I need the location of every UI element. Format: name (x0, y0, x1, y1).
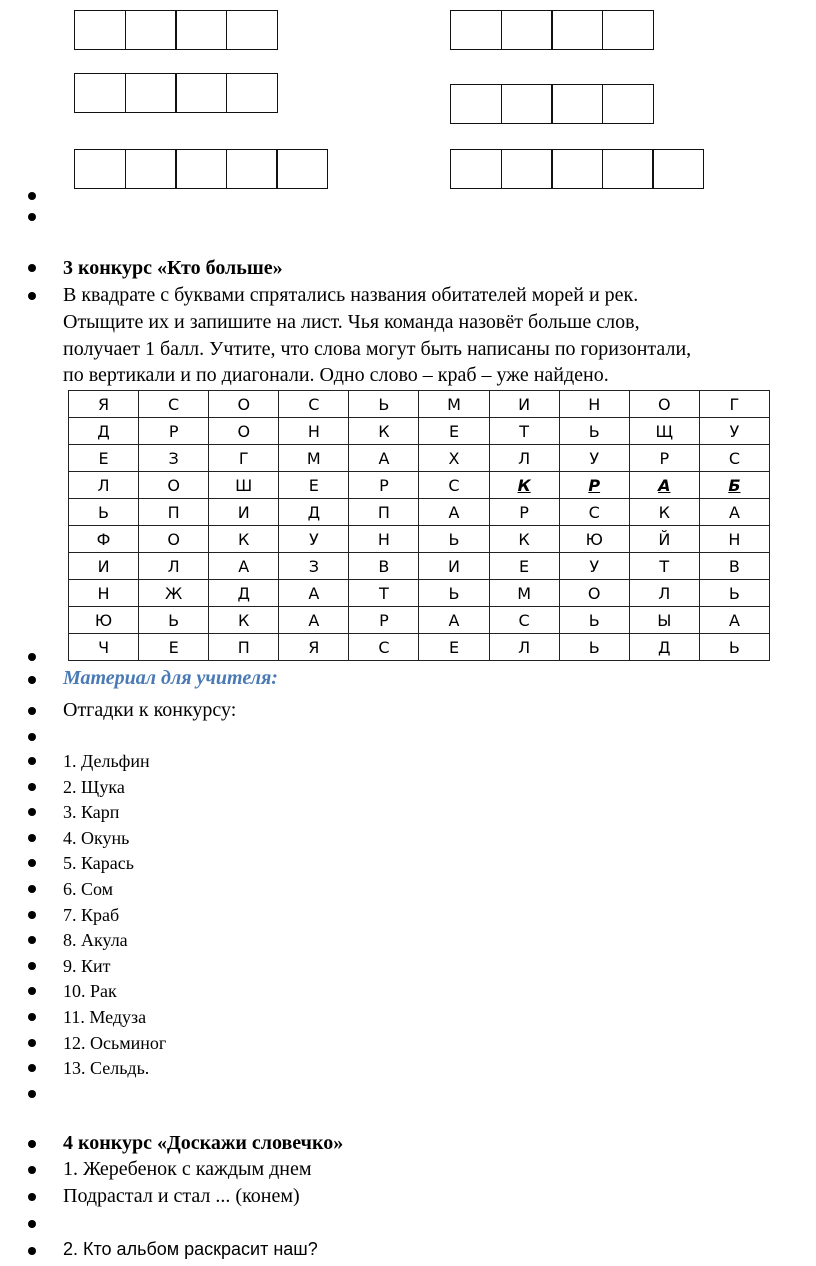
bullet-marker (28, 987, 36, 995)
bullet-marker (28, 676, 36, 684)
grid-cell: Н (699, 526, 769, 553)
grid-row (69, 499, 770, 526)
grid-cell: И (69, 553, 139, 580)
grid-cell: С (489, 607, 559, 634)
grid-cell: Ь (419, 526, 489, 553)
grid-row (69, 553, 770, 580)
answer-item: 4. Окунь (63, 827, 130, 848)
grid-cell: К (629, 499, 699, 526)
grid-row (69, 580, 770, 607)
grid-cell: А (629, 472, 699, 499)
grid-cell: З (279, 553, 349, 580)
grid-cell: Е (419, 418, 489, 445)
grid-row (69, 526, 770, 553)
grid-cell: Т (629, 553, 699, 580)
answer-item: 10. Рак (63, 981, 117, 1002)
bullet-marker (28, 1140, 36, 1148)
grid-cell: Т (489, 418, 559, 445)
grid-cell: Я (69, 391, 139, 418)
answer-item: 3. Карп (63, 802, 120, 823)
grid-cell: К (489, 472, 559, 499)
answer-item: 2. Щука (63, 776, 125, 797)
grid-cell: П (349, 499, 419, 526)
grid-cell: Р (349, 472, 419, 499)
grid-cell: Х (419, 445, 489, 472)
grid-cell: А (699, 499, 769, 526)
answer-item: 9. Кит (63, 955, 111, 976)
grid-row (69, 391, 770, 418)
answer-item: 11. Медуза (63, 1007, 147, 1027)
grid-cell: М (419, 391, 489, 418)
grid-cell: О (559, 580, 629, 607)
grid-cell: Ь (559, 634, 629, 661)
grid-cell: Д (629, 634, 699, 661)
grid-cell: Р (139, 418, 209, 445)
grid-row (69, 472, 770, 499)
grid-cell: К (489, 526, 559, 553)
grid-row (69, 418, 770, 445)
grid-cell: С (279, 391, 349, 418)
grid-cell: Ю (69, 607, 139, 634)
bullet-marker (28, 834, 36, 842)
bullet-marker (28, 808, 36, 816)
riddle1-line2: Подрастал и стал ... (конем) (63, 1185, 300, 1207)
answer-boxes-5 (74, 149, 328, 189)
grid-cell: Ч (69, 634, 139, 661)
grid-cell: У (559, 553, 629, 580)
grid-cell: П (139, 499, 209, 526)
bullet-marker (28, 1039, 36, 1047)
grid-cell: С (699, 445, 769, 472)
answer-boxes-3 (74, 73, 278, 113)
answer-boxes-4 (450, 84, 654, 124)
answer-item: 5. Карась (63, 853, 134, 874)
answer-boxes-6 (450, 149, 704, 189)
grid-cell: У (699, 418, 769, 445)
grid-cell: Ь (559, 418, 629, 445)
letter-grid (68, 390, 770, 661)
answer-item: 1. Дельфин (63, 751, 150, 771)
grid-cell: Д (279, 499, 349, 526)
teacher-material-heading: Материал для учителя: (63, 667, 278, 689)
grid-cell: А (419, 499, 489, 526)
grid-cell: Н (69, 580, 139, 607)
contest4-title: 4 конкурс «Доскажи словечко» (63, 1132, 344, 1154)
bullet-marker (28, 264, 36, 272)
bullet-marker (28, 885, 36, 893)
grid-cell: А (279, 607, 349, 634)
bullet-marker (28, 192, 36, 200)
answer-item: 12. Осьминог (63, 1032, 167, 1053)
grid-cell: Ь (699, 580, 769, 607)
answer-boxes-2 (450, 10, 654, 50)
grid-cell: Ь (419, 580, 489, 607)
bullet-marker (28, 911, 36, 919)
bullet-marker (28, 1064, 36, 1072)
grid-row (69, 634, 770, 661)
grid-cell: О (139, 472, 209, 499)
grid-cell: М (279, 445, 349, 472)
grid-cell: Р (349, 607, 419, 634)
grid-cell: Д (209, 580, 279, 607)
grid-cell: У (279, 526, 349, 553)
grid-cell: О (629, 391, 699, 418)
grid-cell: С (419, 472, 489, 499)
grid-cell: Д (69, 418, 139, 445)
grid-cell: Л (69, 472, 139, 499)
grid-cell: Н (559, 391, 629, 418)
grid-cell: Р (559, 472, 629, 499)
grid-cell: Л (489, 445, 559, 472)
answer-item: 7. Краб (63, 904, 120, 925)
grid-cell: Ш (209, 472, 279, 499)
grid-cell: Е (139, 634, 209, 661)
grid-cell: Ь (559, 607, 629, 634)
riddle2-line1: 2. Кто альбом раскрасит наш? (63, 1239, 318, 1259)
grid-cell: У (559, 445, 629, 472)
bullet-marker (28, 859, 36, 867)
grid-cell: И (489, 391, 559, 418)
grid-cell: Е (419, 634, 489, 661)
grid-cell: Б (699, 472, 769, 499)
grid-cell: Ж (139, 580, 209, 607)
grid-cell: М (489, 580, 559, 607)
grid-cell: Я (279, 634, 349, 661)
grid-cell: С (349, 634, 419, 661)
bullet-marker (28, 1193, 36, 1201)
grid-cell: Е (69, 445, 139, 472)
grid-cell: Р (489, 499, 559, 526)
grid-cell: Ь (69, 499, 139, 526)
grid-cell: К (349, 418, 419, 445)
bullet-marker (28, 1220, 36, 1228)
grid-cell: К (209, 607, 279, 634)
grid-cell: Ы (629, 607, 699, 634)
bullet-marker (28, 757, 36, 765)
contest3-paragraph-line: Отыщите их и запишите на лист. Чья команда назовёт больше слов, (63, 311, 640, 333)
grid-cell: Ь (349, 391, 419, 418)
riddle1-line1: 1. Жеребенок с каждым днем (63, 1158, 312, 1180)
grid-cell: Ь (139, 607, 209, 634)
grid-cell: С (139, 391, 209, 418)
grid-cell: В (349, 553, 419, 580)
bullet-marker (28, 1013, 36, 1021)
answer-boxes-1 (74, 10, 278, 50)
bullet-marker (28, 213, 36, 221)
grid-cell: И (209, 499, 279, 526)
grid-cell: Г (699, 391, 769, 418)
grid-cell: П (209, 634, 279, 661)
bullet-marker (28, 962, 36, 970)
grid-cell: Ф (69, 526, 139, 553)
grid-cell: К (209, 526, 279, 553)
grid-cell: З (139, 445, 209, 472)
contest3-paragraph-line: по вертикали и по диагонали. Одно слово – краб – уже найдено. (63, 364, 609, 386)
grid-cell: Й (629, 526, 699, 553)
answer-item: 6. Сом (63, 879, 114, 899)
grid-cell: Н (349, 526, 419, 553)
grid-cell: С (559, 499, 629, 526)
bullet-marker (28, 653, 36, 661)
grid-cell: О (209, 418, 279, 445)
grid-cell: Т (349, 580, 419, 607)
grid-cell: Е (279, 472, 349, 499)
grid-cell: Л (489, 634, 559, 661)
bullet-marker (28, 707, 36, 715)
grid-row (69, 445, 770, 472)
grid-cell: Н (279, 418, 349, 445)
grid-cell: А (209, 553, 279, 580)
contest3-title: 3 конкурс «Кто больше» (63, 257, 283, 279)
grid-cell: А (349, 445, 419, 472)
grid-cell: А (699, 607, 769, 634)
grid-cell: Л (629, 580, 699, 607)
grid-cell: Ь (699, 634, 769, 661)
grid-cell: Л (139, 553, 209, 580)
grid-cell: Е (489, 553, 559, 580)
bullet-marker (28, 733, 36, 741)
bullet-marker (28, 783, 36, 791)
answer-item: 8. Акула (63, 930, 128, 951)
grid-cell: О (209, 391, 279, 418)
answer-item: 13. Сельдь. (63, 1058, 150, 1079)
grid-cell: Р (629, 445, 699, 472)
bullet-marker (28, 292, 36, 300)
grid-cell: А (419, 607, 489, 634)
grid-cell: И (419, 553, 489, 580)
grid-cell: В (699, 553, 769, 580)
contest3-paragraph-line: В квадрате с буквами спрятались названия обитателей морей и рек. (63, 284, 639, 306)
grid-cell: Щ (629, 418, 699, 445)
grid-cell: О (139, 526, 209, 553)
bullet-marker (28, 1166, 36, 1174)
grid-cell: А (279, 580, 349, 607)
grid-row (69, 607, 770, 634)
answers-heading: Отгадки к конкурсу: (63, 699, 237, 721)
grid-cell: Г (209, 445, 279, 472)
grid-cell: Ю (559, 526, 629, 553)
bullet-marker (28, 936, 36, 944)
bullet-marker (28, 1247, 36, 1255)
contest3-paragraph-line: получает 1 балл. Учтите, что слова могут быть написаны по горизонтали, (63, 338, 692, 360)
bullet-marker (28, 1090, 36, 1098)
